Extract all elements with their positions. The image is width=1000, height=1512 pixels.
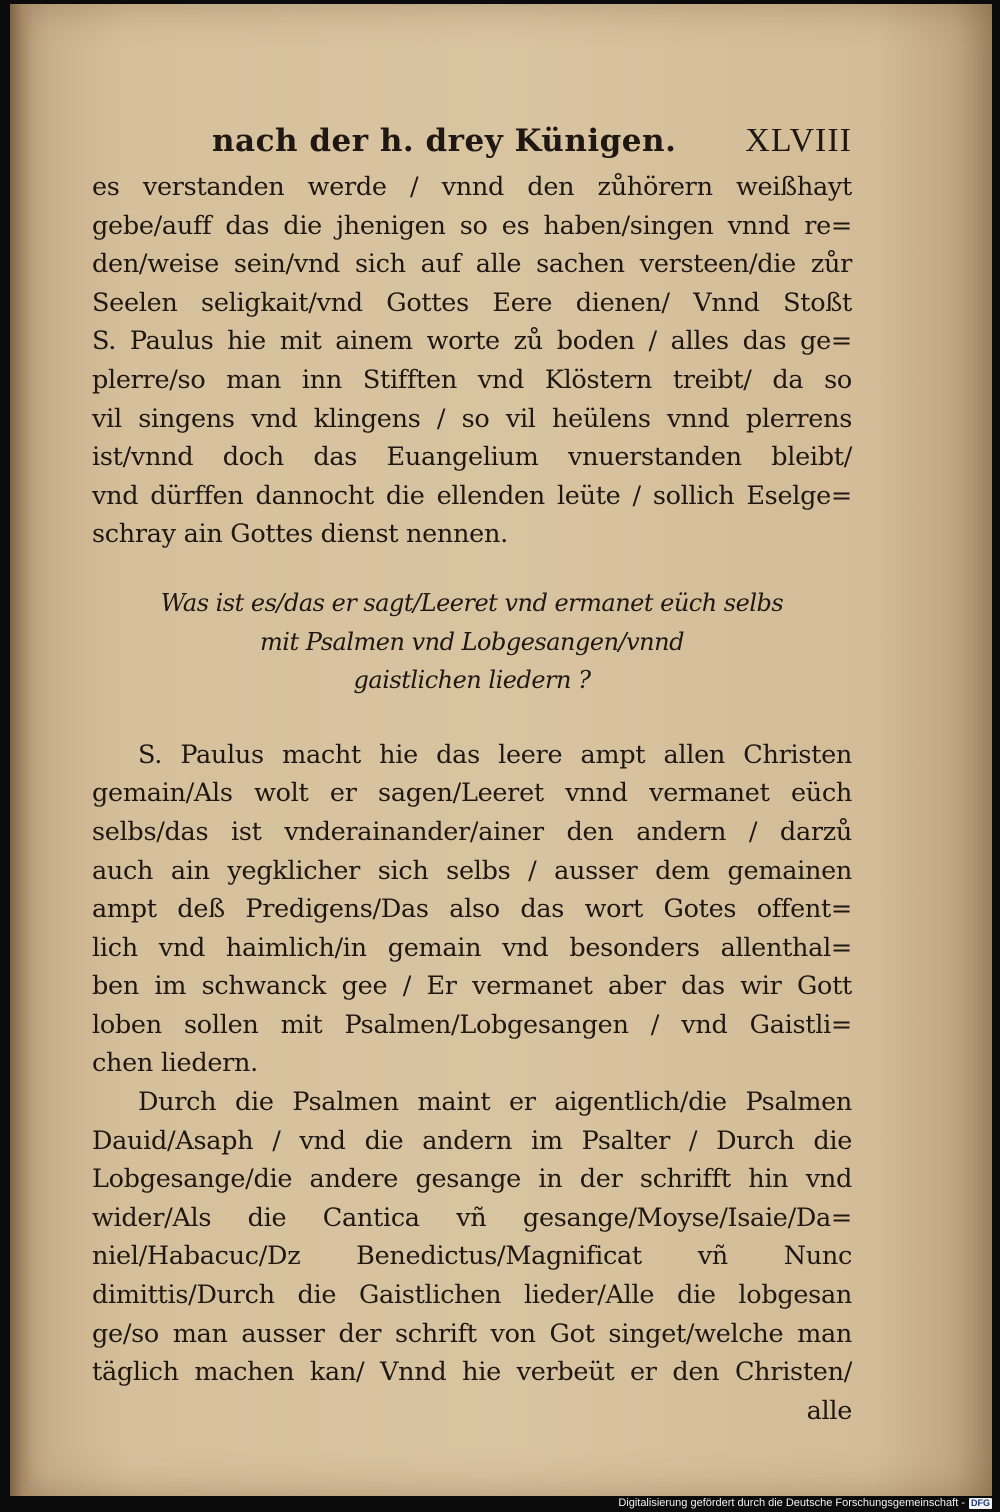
section-heading: [92, 584, 852, 700]
text-line: schray ain Gottes dienst nennen.: [92, 519, 508, 550]
text-line: gemain/Als wolt er sagen/Leeret vnnd vermanet eüch: [92, 778, 852, 809]
paragraph-top: [92, 168, 852, 554]
text-line: Dauid/Asaph / vnd die andern im Psalter / Durch die: [92, 1125, 852, 1156]
text-line: auch ain yegklicher sich selbs / ausser dem gemainen: [92, 855, 852, 886]
text-line: dimittis/Durch die Gaistlichen lieder/Alle die lobgesan: [92, 1280, 852, 1311]
text-line: Durch die Psalmen maint er aigentlich/die Psalmen: [138, 1087, 852, 1118]
text-line: S. Paulus macht hie das leere ampt allen Christen: [138, 739, 852, 770]
text-line: ben im schwanck gee / Er vermanet aber das wir Gott: [92, 971, 852, 1002]
spacer: [92, 554, 852, 584]
text-line: niel/Habacuc/Dz Benedictus/Magnificat vñ Nunc: [92, 1241, 852, 1272]
text-line: plerre/so man inn Stifften vnd Klöstern treibt/ da so: [92, 364, 852, 395]
text-line: ampt deß Predigens/Das also das wort Gotes offent=: [92, 894, 852, 925]
funding-credit: Digitalisierung gefördert durch die Deutsche Forschungsgemeinschaft -: [618, 1497, 965, 1509]
text-line: loben sollen mit Psalmen/Lobgesangen / vnd Gaistli=: [92, 1009, 852, 1040]
text-line: gebe/auff das die jhenigen so es haben/singen vnnd re=: [92, 210, 852, 241]
catchword: alle: [806, 1395, 852, 1426]
paragraph-middle: [92, 736, 852, 1083]
text-line: ge/so man ausser der schrift von Got singet/welche man: [92, 1318, 852, 1349]
text-line: vnd dürffen dannocht die ellenden leüte / sollich Eselge=: [92, 480, 852, 511]
folio-number: XLVIII: [745, 122, 852, 159]
text-line: S. Paulus hie mit ainem worte zů boden / alles das ge=: [92, 326, 852, 357]
running-head: [92, 122, 852, 168]
heading-line: gaistlichen liedern ?: [353, 666, 591, 695]
text-line: selbs/das ist vnderainander/ainer den andern / darzů: [92, 816, 852, 847]
heading-line: Was ist es/das er sagt/Leeret vnd ermanet eüch selbs: [160, 588, 784, 617]
page-gutter-edge: [10, 4, 32, 1496]
text-line: wider/Als die Cantica vñ gesange/Moyse/Isaie/Da=: [92, 1202, 852, 1233]
text-block: [92, 122, 852, 1430]
text-line: chen liedern.: [92, 1048, 258, 1079]
dfg-logo-icon: DFG: [971, 1498, 990, 1508]
text-line: Lobgesange/die andere gesange in der schrifft hin vnd: [92, 1164, 852, 1195]
text-line: den/weise sein/vnd sich auf alle sachen versteen/die zůr: [92, 249, 852, 280]
text-line: vil singens vnd klingens / so vil heülens vnnd plerrens: [92, 403, 852, 434]
spacer: [92, 700, 852, 736]
running-head-title: nach der h. drey Künigen.: [212, 123, 677, 159]
heading-line: mit Psalmen vnd Lobgesangen/vnnd: [260, 627, 684, 656]
digitization-footer: [616, 1496, 994, 1510]
paragraph-bottom: [92, 1083, 852, 1392]
text-line: Seelen seligkait/vnd Gottes Eere dienen/ Vnnd Stoßt: [92, 287, 852, 318]
text-line: täglich machen kan/ Vnnd hie verbeüt er den Christen/: [92, 1357, 852, 1388]
book-page: [10, 4, 992, 1496]
text-line: lich vnd haimlich/in gemain vnd besonders allenthal=: [92, 932, 852, 963]
text-line: ist/vnnd doch das Euangelium vnuerstanden bleibt/: [92, 442, 852, 473]
text-line: es verstanden werde / vnnd den zůhörern weißhayt: [92, 172, 852, 202]
